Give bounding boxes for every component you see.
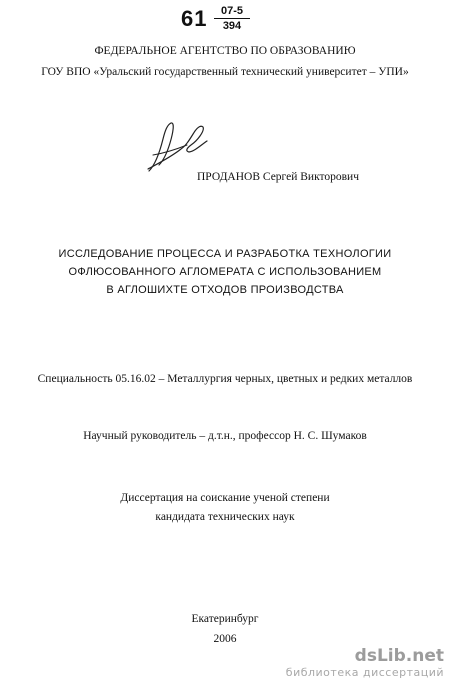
author-name: ПРОДАНОВ Сергей Викторович [197, 171, 359, 183]
dissertation-line-2: кандидата технических наук [155, 511, 295, 523]
university-name: ГОУ ВПО «Уральский государственный технический университет – УПИ» [41, 66, 409, 78]
title-line-1: ИССЛЕДОВАНИЕ ПРОЦЕССА И РАЗРАБОТКА ТЕХНОЛОГИИ [58, 248, 392, 260]
specialty: Специальность 05.16.02 – Металлургия черных, цветных и редких металлов [37, 373, 413, 385]
handwritten-signature [145, 115, 215, 177]
year: 2006 [213, 633, 237, 645]
registration-fraction-bottom: 394 [222, 20, 242, 32]
city: Екатеринбург [191, 613, 259, 625]
dissertation-line-1: Диссертация на соискание ученой степени [120, 492, 330, 504]
agency-name: ФЕДЕРАЛЬНОЕ АГЕНТСТВО ПО ОБРАЗОВАНИЮ [94, 45, 356, 57]
watermark-logo: dsLib.net [354, 646, 444, 666]
registration-number: 61 [181, 6, 208, 31]
registration-fraction-top: 07-5 [220, 5, 244, 17]
watermark [286, 646, 444, 680]
registration-fraction [212, 5, 252, 33]
watermark-subtitle: библиотека диссертаций [285, 666, 444, 679]
supervisor: Научный руководитель – д.т.н., профессор Н. С. Шумаков [83, 430, 367, 442]
title-line-2: ОФЛЮСОВАННОГО АГЛОМЕРАТА С ИСПОЛЬЗОВАНИЕМ [68, 266, 382, 278]
title-line-3: В АГЛОШИХТЕ ОТХОДОВ ПРОИЗВОДСТВА [106, 284, 344, 296]
